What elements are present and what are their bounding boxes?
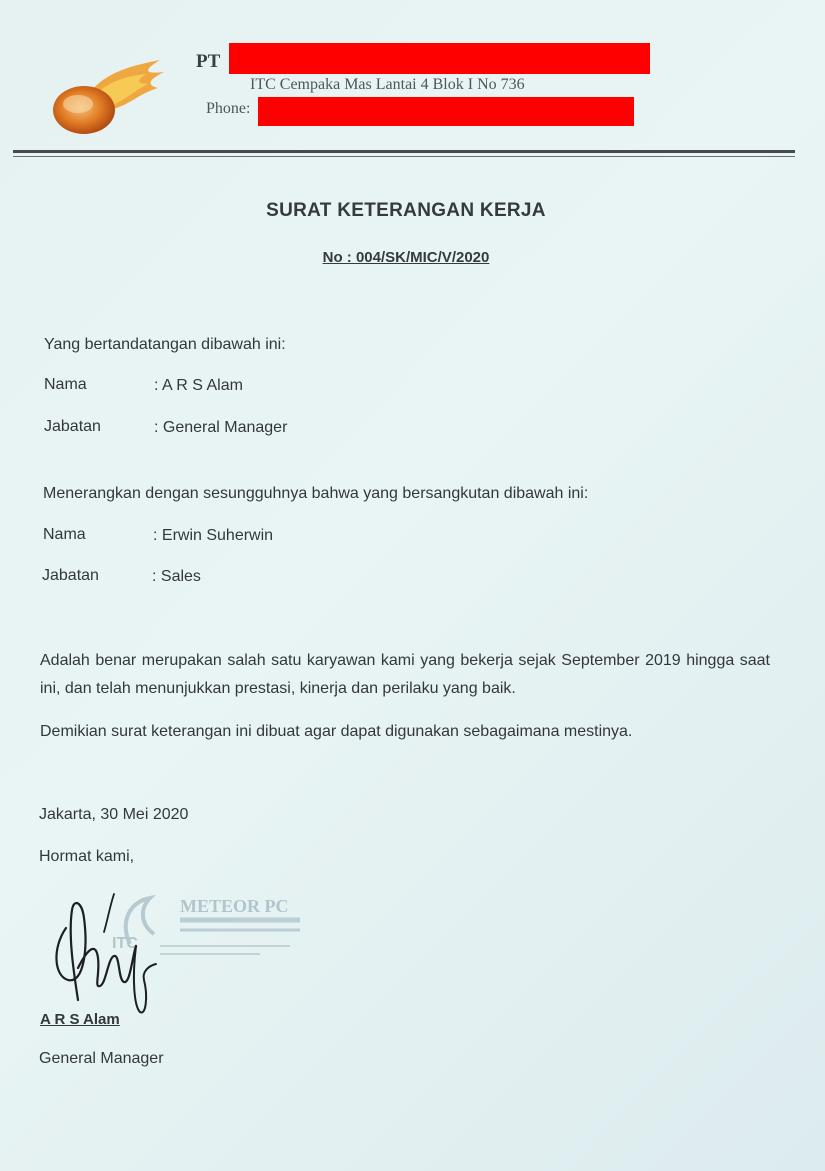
employee-name-label: Nama — [43, 526, 86, 543]
flaming-meteor-icon — [48, 52, 166, 142]
stamp-brand-text: METEOR PC — [180, 896, 289, 916]
place-date: Jakarta, 30 Mei 2020 — [39, 806, 189, 823]
employee-position-label: Jabatan — [42, 567, 99, 584]
closing-salutation: Hormat kami, — [39, 848, 135, 865]
body-paragraph-2: Demikian surat keterangan ini dibuat agar dapat digunakan sebagaimana mestinya. — [40, 723, 633, 740]
stamp-initials-text: ITC — [112, 935, 138, 952]
letterhead-divider — [13, 150, 795, 153]
letterhead-divider-thin — [13, 156, 795, 157]
signatory-position-label: Jabatan — [44, 418, 101, 435]
document-number-text: No : 004/SK/MIC/V/2020 — [322, 249, 490, 266]
employee-intro: Menerangkan dengan sesungguhnya bahwa yang bersangkutan dibawah ini: — [43, 485, 589, 502]
employee-name-value: : Erwin Suherwin — [153, 527, 274, 544]
redacted-phone-number — [258, 97, 634, 126]
signer-name: A R S Alam — [40, 1011, 120, 1028]
document-title: SURAT KETERANGAN KERJA — [266, 200, 546, 221]
signatory-name-value: : A R S Alam — [154, 377, 243, 394]
signatory-position-value: : General Manager — [154, 419, 288, 436]
company-prefix: PT — [196, 51, 221, 72]
company-address: ITC Cempaka Mas Lantai 4 Blok I No 736 — [250, 76, 525, 93]
employee-position-value: : Sales — [152, 568, 201, 585]
redacted-company-name — [229, 43, 650, 74]
body-paragraph-1: Adalah benar merupakan salah satu karyawan kami yang bekerja sejak September 2019 hingga saat ini, dan telah menunjukkan prestasi, kinerja dan perilaku yang baik. — [40, 652, 770, 697]
phone-label: Phone: — [206, 100, 251, 117]
signer-position: General Manager — [39, 1050, 164, 1067]
signatory-intro: Yang bertandatangan dibawah ini: — [44, 336, 286, 353]
document-number — [0, 249, 812, 266]
signatory-name-label: Nama — [44, 376, 87, 393]
handwritten-signature — [44, 888, 164, 1020]
